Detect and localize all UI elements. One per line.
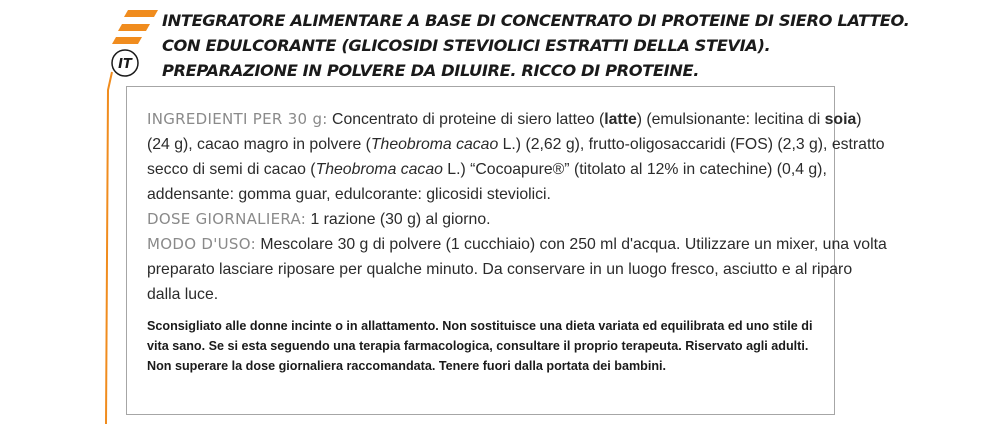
usage-text: Mescolare 30 g di polvere (1 cucchiaio) con 250 ml d'acqua. Utilizzare un mixer, una volta preparato lasciare riposare per qualche minuto. Da conservare in un luogo fresco, asciutto e al riparo dalla luce. bbox=[147, 236, 887, 303]
warning-text: Sconsigliato alle donne incinte o in allattamento. Non sostituisce una dieta variata ed equilibrata ed uno stile di vita sano. Se si esta seguendo una terapia farmacologica, consultare il proprio terapeuta. Riservato agli adulti. Non superare la dose giornaliera raccomandata. Tenere fuori dalla portata dei bambini. bbox=[147, 319, 813, 373]
ingredients-label: INGREDIENTI PER 30 g: bbox=[147, 110, 328, 128]
usage-label: MODO D'USO: bbox=[147, 235, 256, 253]
info-body bbox=[147, 107, 887, 307]
warning-notice bbox=[147, 316, 827, 376]
ingredients-text-3: ) (24 g), cacao magro in polvere ( bbox=[147, 111, 862, 153]
product-header bbox=[162, 8, 992, 83]
allergen-latte: latte bbox=[604, 111, 637, 128]
ingredients-text-2: ) (emulsionante: lecitina di bbox=[636, 111, 825, 128]
ingredients-paragraph bbox=[147, 107, 887, 207]
orange-line bbox=[106, 72, 112, 424]
dose-text: 1 razione (30 g) al giorno. bbox=[306, 211, 491, 228]
header-line-3: PREPARAZIONE IN POLVERE DA DILUIRE. RICCO DI PROTEINE. bbox=[162, 61, 699, 80]
species-name-1: Theobroma cacao bbox=[370, 136, 499, 153]
ingredients-text-4: L.) (2,62 g), frutto-oligosaccaridi (FOS) (2,3 g), estratto secco di semi di cacao ( bbox=[147, 136, 885, 178]
language-code: IT bbox=[118, 57, 132, 72]
header-line-1: INTEGRATORE ALIMENTARE A BASE DI CONCENTRATO DI PROTEINE DI SIERO LATTEO. bbox=[162, 11, 910, 30]
orange-stripe-top bbox=[124, 10, 158, 17]
dose-label: DOSE GIORNALIERA: bbox=[147, 210, 307, 228]
orange-stripe-middle bbox=[118, 24, 150, 31]
dose-paragraph bbox=[147, 207, 887, 232]
usage-paragraph bbox=[147, 232, 887, 307]
ingredients-text-1: Concentrato di proteine di siero latteo ( bbox=[327, 111, 605, 128]
allergen-soia: soia bbox=[824, 111, 857, 128]
species-name-2: Theobroma cacao bbox=[315, 161, 443, 178]
header-line-2: CON EDULCORANTE (GLICOSIDI STEVIOLICI ESTRATTI DELLA STEVIA). bbox=[162, 36, 771, 55]
orange-stripe-bottom bbox=[112, 37, 142, 44]
ingredients-text-5: L.) “Cocoapure®” (titolato al 12% in catechine) (0,4 g), addensante: gomma guar, edulcorante: glicosidi steviolici. bbox=[147, 161, 827, 203]
